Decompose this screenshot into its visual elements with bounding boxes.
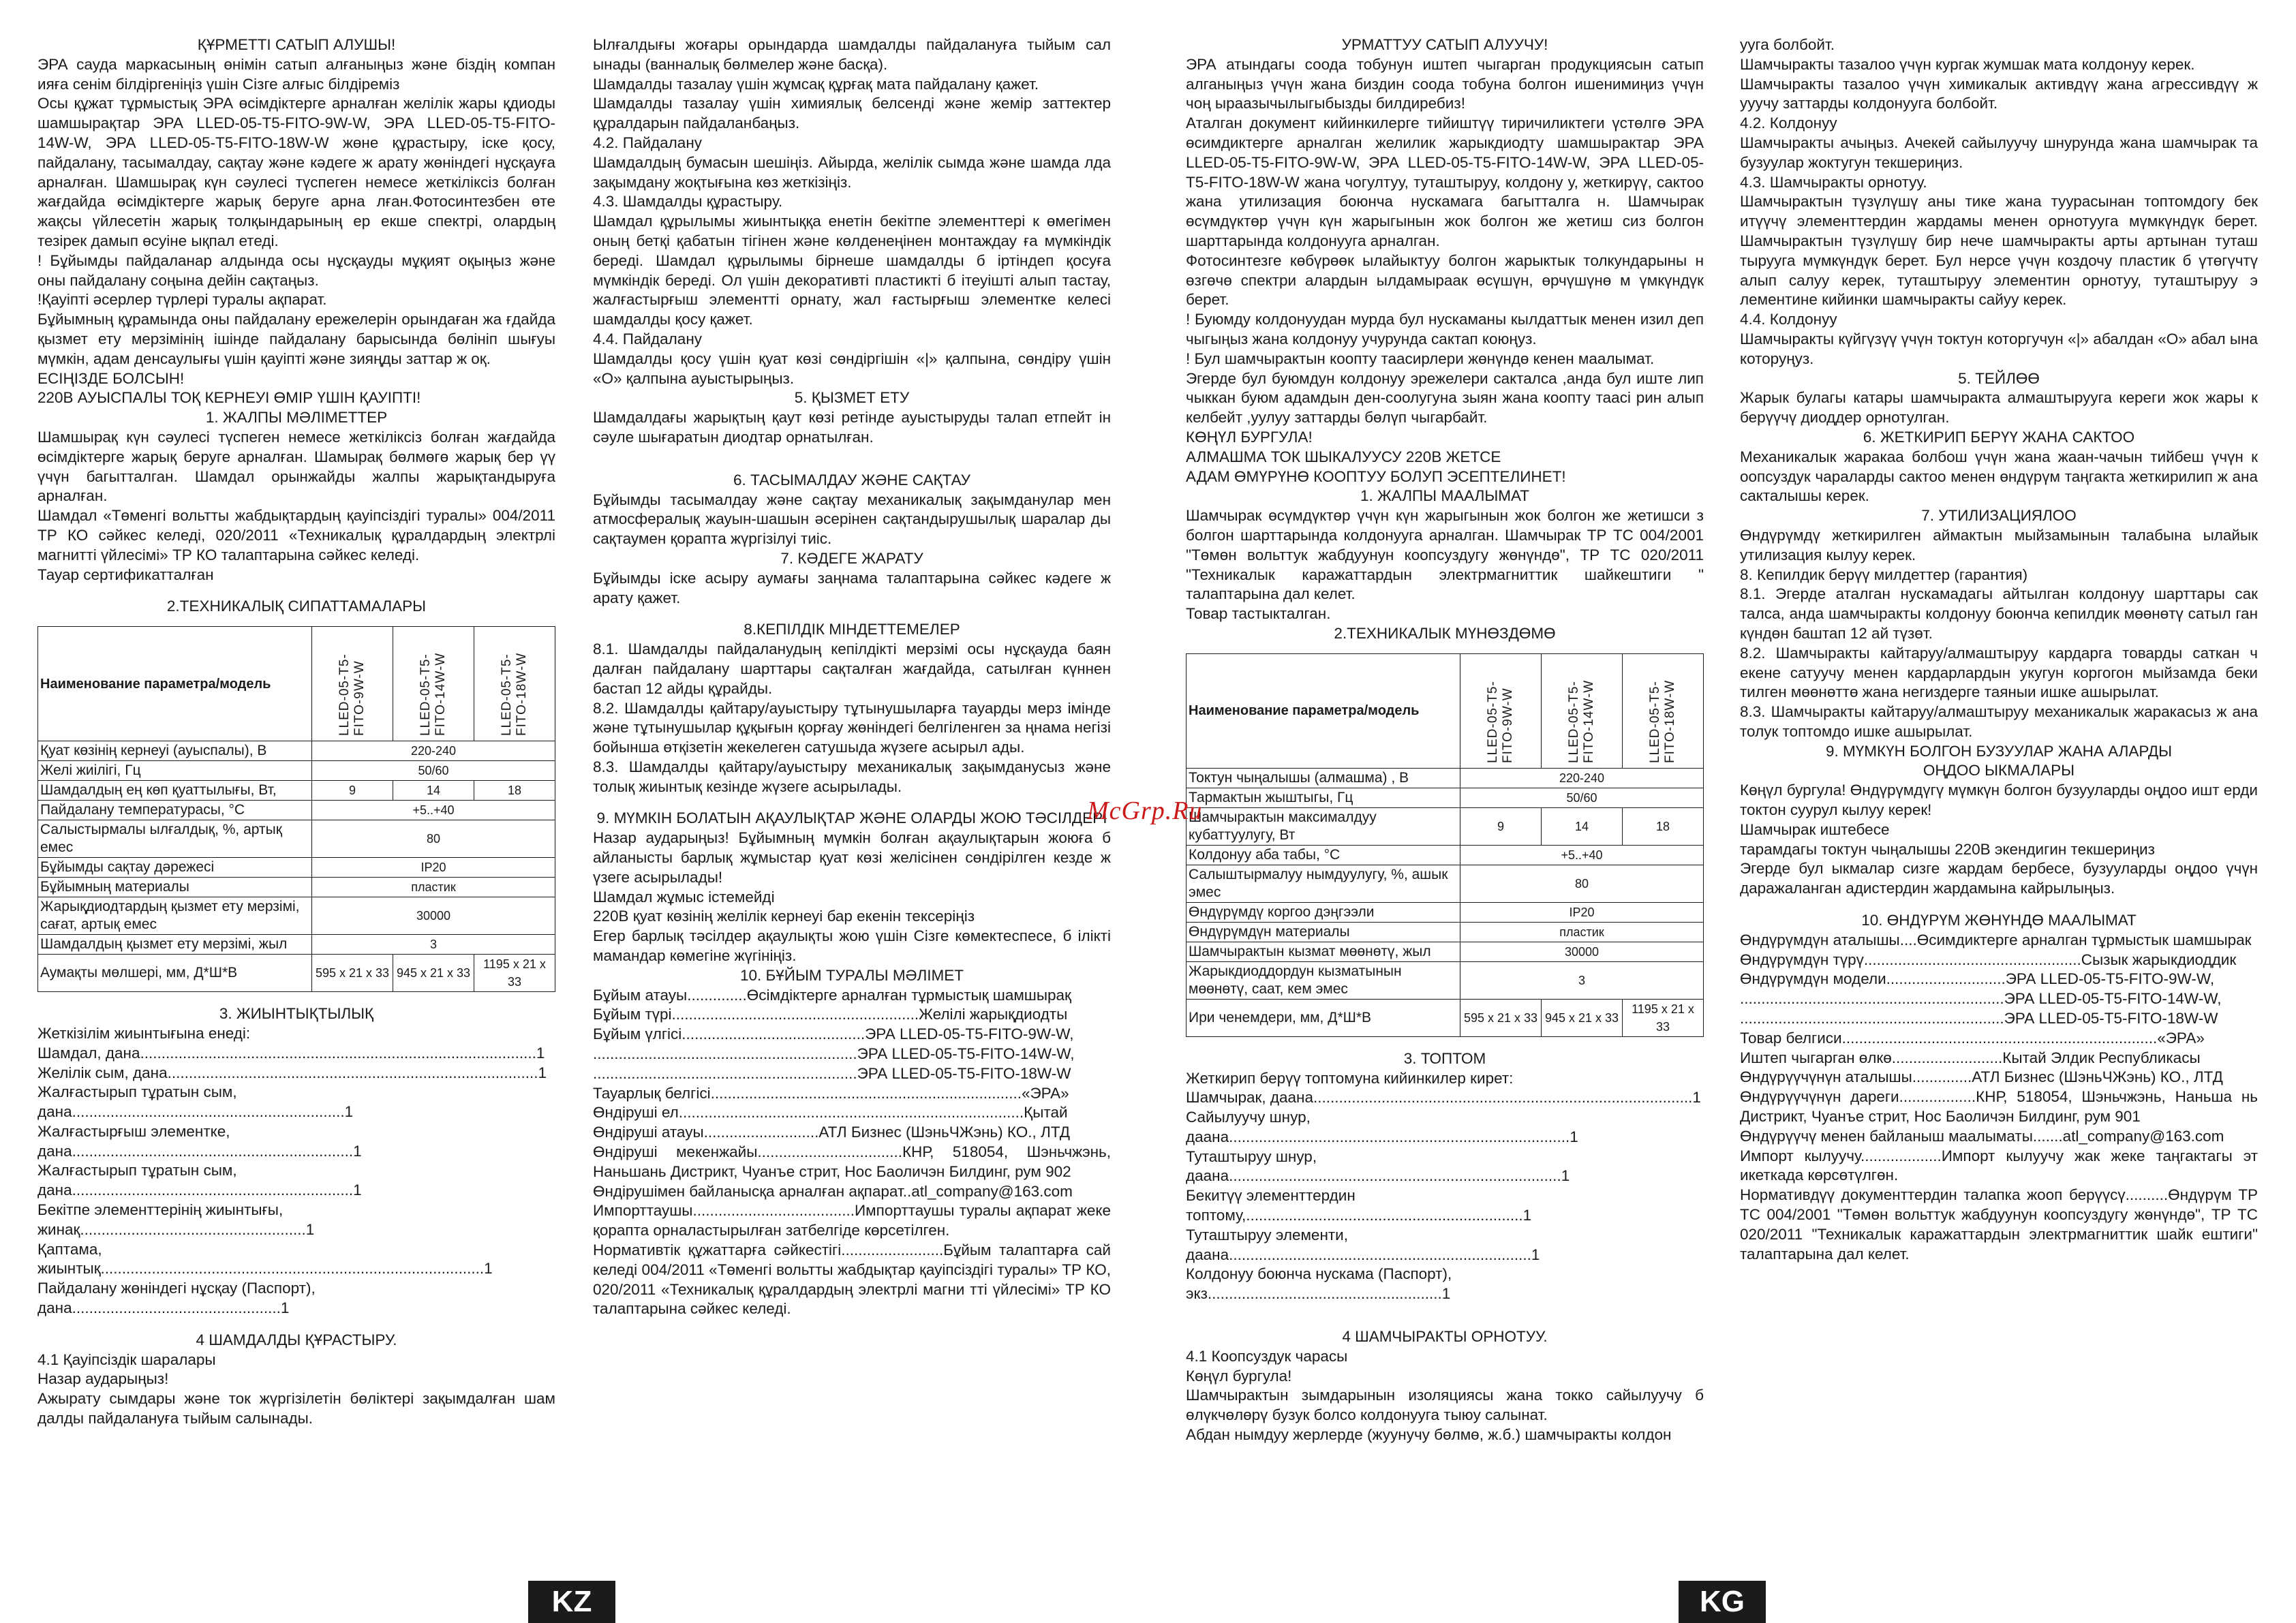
heading: 6. ЖЕТКИРИП БЕРҮҮ ЖАНА САКТОО <box>1863 428 2135 446</box>
paragraph: 8.2. Шамчыракты кайтаруу/алмаштыруу кардарга товарды саткан ч екене сатуучу менен кардарлардын укугун коргогон мыйзамда беки тилген мөөнөттө жана негиздерге таяныи ишке ашырылат. <box>1740 644 2258 701</box>
paragraph: !Қауіпті әсерлер түрлері туралы ақпарат. <box>37 291 327 309</box>
paragraph: Механикалык жаракаа болбош үчүн жана жаан-чачын тийбеш үчүн к оопсуздук чараларды сактоо менен өндүрүм таңгакта жеткирилип ж ана сакталышы керек. <box>1740 448 2258 505</box>
list-item: ..............................................................ЭРА LLED-05-T5-FITO-18W-W <box>1740 1010 2218 1027</box>
list-item: Нормативдүү документтердин талапка жооп берүүсү..........Өндүрүм ТР ТС 004/2001 "Төмөн вольттук жабдуунун коопсуздугу жөнүндө", ТР ТС 020/2011 "Техникалык каражаттардын электрмагниттик шайк ештиги" талаптарына дал келет. <box>1740 1186 2258 1263</box>
list-item: Өндүрүмдүн түрү...................................................Сызык жарыкдиоддик <box>1740 950 2237 968</box>
paragraph: Назар аударыңыз! Бұйымның мүмкін болған ақаулықтарын жоюға б айланысты барлық жұмыстар қуат көзі желісінен сөндірілген кезде ж үзеге асырылады! <box>593 829 1111 886</box>
heading: 2.ТЕХНИКАЛЫҚ СИПАТТАМАЛАРЫ <box>166 598 427 615</box>
list-item: Қаптама, жиынтық..........................................................................................1 <box>37 1240 493 1278</box>
paragraph: Жеткирип берүү топтомуна кийинкилер кирет: <box>1186 1069 1514 1087</box>
paragraph: Шамдалдағы жарықтың қаут көзі ретінде ауыстыруды талап етпейт ін сәуле шығаратын диодтар орнатылған. <box>593 409 1111 446</box>
paragraph: Шамчыракты тазалоо үчүн кургак жумшак мата колдонуу керек. <box>1740 55 2195 73</box>
paragraph: ! Бул шамчырактын коопту таасирлери жөнүндө кенен маалымат. <box>1186 350 1655 367</box>
list-item: Сайылуучу шнур, даана................................................................................1 <box>1186 1109 1578 1145</box>
paragraph: Шамчыракты күйгүзүү үчүн токтун которгучун «|» абалдан «О» абал ына которуңуз. <box>1740 330 2258 367</box>
list-item: Колдонуу боюнча нускама (Паспорт), экз.......................................................1 <box>1186 1265 1452 1303</box>
paragraph: Аталган документ кийинкилерге тийиштүү тиричиликтеги үстөлгө ЭРА өсимдиктерге арналган желилик жарыкдиодту шамшырактар ЭРА LLED-05-T5-FITO-9W-W, ЭРА LLED-05-T5-FITO-14W-W, ЭРА LLED-05-T5-FITO-18W-W жана чогултуу, туташтыруу, колдону у, жеткирүү, сактоо жана утилизация боюнча нускамага багытталга н. Шамчырак өсүмдүктөр үчүн күн жарыгынын жок болгон же жетиш сиз болгон шарттарында колдонууга арналган. <box>1186 114 1704 249</box>
paragraph: Көңүл бургула! Өндүрүмдүгү мүмкүн болгон бузууларды оңдоо ишт ерди токтон суурул кылуу керек! <box>1740 782 2258 819</box>
heading: 7. КӘДЕГЕ ЖАРАТУ <box>780 549 923 567</box>
language-tag-kg: KG <box>1679 1581 1766 1623</box>
paragraph: Шамдалды тазалау үшін химиялық белсенді және жемір заттектер құралдарын пайдаланбаңыз. <box>593 95 1111 132</box>
list-item: Өндүрүүчү менен байланыш маалыматы.......atl_company@163.com <box>1740 1127 2224 1145</box>
list-item: Жалғастырып тұратын сым, дана................................................................1 <box>37 1083 354 1121</box>
paragraph: 220В АУЫСПАЛЫ ТОҚ КЕРНЕУІ ӨМІР ҮШІН ҚАУІПТІ! <box>37 389 421 407</box>
table-row: Шамдалдың қызмет ету мерзімі, жыл 3 <box>38 935 555 955</box>
list-item: Импорт кылуучу...................Импорт кылуучу жак жеке таңгактагы эт икеткада көрсөтүлгөн. <box>1740 1147 2258 1184</box>
paragraph: 8.1. Шамдалды пайдаланудың кепілдікті мерзімі осы нұсқауда баян далған пайдалану шарттары сақталған жағдайда, сатылған күннен бастап 12 айды құрайды. <box>593 640 1111 697</box>
table-row: Пайдалану температурасы, °С +5..+40 <box>38 801 555 820</box>
paragraph: Жарык булагы катары шамчыракта алмаштырууга кереги жок жары к берүүчү диоддер орнотулган. <box>1740 389 2258 427</box>
paragraph: 4.1 Қауіпсіздік шаралары <box>37 1350 216 1368</box>
heading: 9. МҮМКІН БОЛАТЫН АҚАУЛЫҚТАР ЖӘНЕ ОЛАРДЫ ЖОЮ ТӘСІЛДЕРІ <box>596 809 1107 827</box>
paragraph: 4.2. Пайдалану <box>593 134 702 151</box>
paragraph: ЕСІҢІЗДЕ БОЛСЫН! <box>37 369 185 387</box>
list-item: Өндүрүмдүн модели............................ЭРА LLED-05-T5-FITO-9W-W, <box>1740 970 2215 988</box>
paragraph: 4.3. Шамчыракты орнотуу. <box>1740 173 1927 191</box>
list-item: Жалғастырғыш элементке, дана..................................................................1 <box>37 1122 362 1160</box>
list-item: Бұйым үлгісі...........................................ЭРА LLED-05-T5-FITO-9W-W, <box>593 1025 1074 1043</box>
list-item: Иштеп чыгарган өлкө..........................Кытай Элдик Республикасы <box>1740 1049 2201 1066</box>
heading: 6. ТАСЫМАЛДАУ ЖӘНЕ САҚТАУ <box>733 471 970 489</box>
language-tag-kz: KZ <box>528 1581 615 1623</box>
list-item: Бұйым түрі..........................................................Желілі жарықдиодты <box>593 1006 1068 1023</box>
paragraph: ЭРА атындагы соода тобунун иштеп чыгарган продукциясын сатып алганыңыз үчүн жана биздин соода тобуна болгон ишенимиңиз үчүн чоң ыраазычылыгыбызды билдиребиз! <box>1186 55 1704 112</box>
list-item: Шамчырак, даана.........................................................................................1 <box>1186 1089 1701 1107</box>
table-row: Шамдалдың ең көп қуаттылығы, Вт, 9 14 18 <box>38 781 555 801</box>
heading: 7. УТИЛИЗАЦИЯЛОО <box>1921 507 2077 525</box>
list-item: Желілік сым, дана.......................................................................................1 <box>37 1064 547 1081</box>
heading: 2.ТЕХНИКАЛЫК МҮНӨЗДӨМӨ <box>1334 624 1556 642</box>
paragraph: Шамшырақ күн сәулесі түспеген немесе жеткіліксіз болған жағдайда өсімдіктерге жарық беруге арналған. Шамырақ бөлмөгө жарық бер үү үчүн багытталган. Шамдал орынжайды жалпы жарықтандыруға арналған. <box>37 428 555 505</box>
list-item: Өндіруші атауы...........................АТЛ Бизнес (ШэньЧЖэнь) КО., ЛТД <box>593 1124 1071 1141</box>
paragraph: Шамдал жұмыс істемейді <box>593 888 775 906</box>
list-item: ..............................................................ЭРА LLED-05-T5-FITO-14W-W, <box>593 1045 1075 1063</box>
table-row: Тармактын жыштыгы, Гц 50/60 <box>1187 788 1704 807</box>
table-model: LLED-05-T5-FITO-18W-W <box>1623 653 1704 768</box>
paragraph: 8.3. Шамчыракты кайтаруу/алмаштыруу механикалык жаракасыз ж ана толук топтомдо ишке ашырылат. <box>1740 703 2258 740</box>
list-item: Өндүрүүчүнүн дареги..................КНР, 518054, Шэньчжэнь, Наньша нь Дистрикт, Чуанъе стрит, Нос Баоличэн Билдинг, рум 901 <box>1740 1088 2258 1126</box>
list-item: Өндүрүүчүнүн аталышы..............АТЛ Бизнес (ШэньЧЖэнь) КО., ЛТД <box>1740 1068 2223 1086</box>
list-item: Бекитүү элементтердин топтому,.................................................................1 <box>1186 1187 1532 1224</box>
heading: 10. БҰЙЫМ ТУРАЛЫ МӘЛІМЕТ <box>739 966 964 984</box>
paragraph: ! Буюмду колдонуудан мурда бул нускаманы кылдаттык менен изил деп чыгыңыз жана колдонуу учурунда сактап коюңуз. <box>1186 311 1704 347</box>
list-item: ..............................................................ЭРА LLED-05-T5-FITO-18W-W <box>593 1064 1071 1082</box>
paragraph: Жеткізілім жиынтығына енеді: <box>37 1024 251 1042</box>
table-row: Бұйымның материалы пластик <box>38 878 555 897</box>
paragraph: ууга болбойт. <box>1740 36 1835 53</box>
heading: 5. ҚЫЗМЕТ ЕТУ <box>794 389 910 407</box>
paragraph: 8.1. Эгерде аталган нускамадагы айтылган колдонуу шарттары сак талса, анда шамчыракты колдонуу боюнча кепилдик мөөнөтү сатыл ган күндөн баштап 12 ай түзөт. <box>1740 585 2258 642</box>
paragraph: Абдан нымдуу жерлерде (жуунучу бөлмө, ж.б.) шамчыракты колдон <box>1186 1426 1672 1444</box>
paragraph: Эгерде бул буюмдун колдонуу эрежелери сакталса ,анда бул иште лип чыккан буюм адамдын ден-соолугуна зыян жана коопту таасі рин алып келбейт ,уулуу заттарды бөлүп чыгарбайт. <box>1186 369 1704 427</box>
paragraph: Шамчырактын зымдарынын изоляциясы жана токко сайылуучу б өлүкчөлөрү бузук болсо колдонууга тыюу салынат. <box>1186 1387 1704 1424</box>
paragraph: КӨҢҮЛ БУРГУЛА! <box>1186 428 1313 446</box>
heading: УРМАТТУУ САТЫП АЛУУЧУ! <box>1341 36 1548 53</box>
paragraph: Егер барлық тәсілдер ақаулықты жою үшін Сізге көмектеспесе, б іліктi мамандар көмегіне жүгініңіз. <box>593 927 1111 965</box>
paragraph: Товар тастыкталган. <box>1186 605 1331 623</box>
list-item: ..............................................................ЭРА LLED-05-T5-FITO-14W-W, <box>1740 990 2222 1008</box>
paragraph: Шамчырактын түзүлүшү аны тике жана туурасынан топтомдогу бек итүүчү элементтердин жардамы менен орнотууга мүмкүндүк берет. Шамчырактын түзүлүшү бир нече шамчыракты арты артынан туташ тырууга мүмкүндүк берет. Бул нерсе үчүн коздочу пластик б үтөгүчтү алып салуу керек, туташтыруу элементин орнотуу, туташтыруу э лементине кийинки шамчыракты сайуу керек. <box>1740 193 2258 309</box>
paragraph: Өндүрүмдү жеткирилген аймактын мыйзамынын талабына ылайык утилизация кылуу керек. <box>1740 526 2258 563</box>
list-item: Өндірушімен байланысқа арналған ақпарат..atl_company@163.com <box>593 1182 1073 1200</box>
table-row: Шамчырактын кызмат мөөнөтү, жыл 30000 <box>1187 942 1704 961</box>
table-model: LLED-05-T5-FITO-14W-W <box>393 627 474 741</box>
column-kz-1 <box>37 35 555 1429</box>
paragraph: ! Бұйымды пайдаланар алдында осы нұсқауды мұқият оқыңыз және оны пайдалану соңына дейін сақтаңыз. <box>37 251 555 289</box>
list-item: Пайдалану жөніндегі нұсқау (Паспорт), дана.................................................1 <box>37 1280 316 1317</box>
table-row: Өндүрүмдү коргоо дэңгээли IP20 <box>1187 902 1704 922</box>
table-model: LLED-05-T5-FITO-9W-W <box>312 627 393 741</box>
paragraph: АЛМАШМА ТОК ШЫКАЛУУСУ 220В ЖЕТСЕ <box>1186 448 1501 465</box>
list-item: Өндіруші ел.................................................................................Қытай <box>593 1104 1068 1122</box>
heading: 4 ШАМЧЫРАКТЫ ОРНОТУУ. <box>1342 1328 1548 1346</box>
paragraph: Шамдал құрылымы жиынтыққа енетін бекітпе элементтері к өмегімен оның бетқі қабатын тігінен және көлденеңінен монтаждау ға мүмкіндік береді. Шамдал құрылымы бірнеше шамдалды б іртіндеп қосуға мүмкіндік береді. Ол үшін декоративті пластикті б ітеуішті алып тастау, жалғастырғыш элементті орнату, жал ғастырғыш элементке келесі шамдалды қосу қажет. <box>593 213 1111 328</box>
heading: 4 ШАМДАЛДЫ ҚҰРАСТЫРУ. <box>196 1331 397 1348</box>
table-row: Желі жиілігі, Гц 50/60 <box>38 761 555 781</box>
paragraph: 4.4. Колдонуу <box>1740 311 1837 328</box>
paragraph: Шамчырак өсүмдүктөр үчүн күн жарыгынын жок болгон же жетишси з болгон шарттарында колдонууга арналган. Шамчырак ТР ТС 004/2001 "Төмөн вольттук жабдуунун коопсуздугу жөнүндө", ТР ТС 020/2011 "Техникалык каражаттардын электрмагниттик шайкештиги " талаптарына дал келет. <box>1186 507 1704 603</box>
paragraph: Шамдалдың бумасын шешіңіз. Айырда, желілік сымда және шамда лда зақымдану жоқтығына көз жеткізіңіз. <box>593 153 1111 191</box>
paragraph: 4.1 Коопсуздук чарасы <box>1186 1347 1348 1365</box>
heading: 10. ӨНДҮРҮМ ЖӨНҮНДӨ МААЛЫМАТ <box>1861 912 2137 929</box>
heading: 1. ЖАЛПЫ МӘЛІМЕТТЕР <box>205 409 388 427</box>
spec-table <box>37 626 555 992</box>
paragraph: 220В қуат көзінің желілік кернеуі бар екенін тексеріңіз <box>593 908 975 925</box>
list-item: Бекітпе элементтерінің жиынтығы, жинақ.....................................................1 <box>37 1201 315 1238</box>
list-item: Туташтыруу элементи, даана.......................................................................1 <box>1186 1226 1540 1263</box>
paragraph: Ылғалдығы жоғары орындарда шамдалды пайдалануға тыйым сал ынады (ванналық бөлмелер және басқа). <box>593 36 1111 73</box>
list-item: Импорттаушы......................................Импорттаушы туралы ақпарат жеке қорапта орналастырылған затбелгіде көрсетілген. <box>593 1202 1111 1239</box>
paragraph: 8.2. Шамдалды қайтару/ауыстыру тұтынушыларға тауарды мерз імінде және тұтынушылар құқығын қорғау жөніндегі белгіленген за ңнама негізі бойынша өтқізетін жекелеген сатушыда жүзеге асырыл ады. <box>593 699 1111 756</box>
column-kg-2 <box>1740 35 2258 1264</box>
list-item: Жалғастырып тұратын сым, дана..................................................................1 <box>37 1162 362 1199</box>
watermark: McGrp.Ru <box>1087 797 1203 825</box>
list-item: Нормативтік құжаттарға сәйкестігі........................Бұйым талаптарға сай келеді 004/2011 «Төменгі вольтты жабдықтар қауіпсіздігі туралы» ТР КО, 020/2011 «Техникалық құралдардың электрлі магни тті үйлесімі» ТР КО талаптарына сәйкес келеді. <box>593 1241 1111 1318</box>
table-row: Қуат көзінің кернеуі (ауыспалы), В 220-240 <box>38 741 555 761</box>
list-item: Товар белгиси..........................................................................«ЭРА» <box>1740 1029 2205 1047</box>
paragraph: Шамчыракты ачыңыз. Ачекей сайылуучу шнурунда жана шамчырак та бузуулар жоктугун текшериңиз. <box>1740 134 2258 171</box>
column-kg-1 <box>1186 35 1704 1445</box>
table-row: Бұйымды сақтау дәрежесі IP20 <box>38 858 555 878</box>
paragraph: 4.2. Колдонуу <box>1740 114 1837 132</box>
table-row: Шамчырактын максималдуу кубаттуулугу, Вт 9 14 18 <box>1187 807 1704 845</box>
table-model: LLED-05-T5-FITO-9W-W <box>1460 653 1542 768</box>
heading: 9. МҮМКҮН БОЛГОН БУЗУУЛАР ЖАНА АЛАРДЫ <box>1825 742 2173 760</box>
heading: 8.КЕПІЛДІК МІНДЕТТЕМЕЛЕР <box>744 621 960 638</box>
paragraph: Шамдалды қосу үшін қуат көзі сөндіргішін «|» қалпына, сөндіру үшін «О» қалпына ауыстырыңыз. <box>593 350 1111 387</box>
paragraph: 4.3. Шамдалды құрастыру. <box>593 193 783 211</box>
paragraph: Көңүл бургула! <box>1186 1367 1292 1385</box>
paragraph: Эгерде бул ыкмалар сизге жардам бербесе, бузууларды оңдоо үчүн даражаланган адистердин жардамына кайрылыңыз. <box>1740 860 2258 897</box>
paragraph: Шамдал «Төменгі вольтты жабдықтардың қауіпсіздігі туралы» 004/2011 ТР КО сәйкес келеді, 020/2011 «Техникалық құралдардың электрлі магнитті үйлесімі» ТР КО талаптарына сәйкес келеді. <box>37 507 555 563</box>
table-row: Жарықдиодтардың қызмет ету мерзімі, сағат, артық емес 30000 <box>38 897 555 935</box>
list-item: Шамдал, дана.............................................................................................1 <box>37 1044 545 1062</box>
table-row: Колдонуу аба табы, °С +5..+40 <box>1187 845 1704 865</box>
heading: 1. ЖАЛПЫ МААЛЫМАТ <box>1360 487 1530 505</box>
heading: ҚҰРМЕТТІ САТЫП АЛУШЫ! <box>197 36 396 53</box>
heading: 3. ЖИЫНТЫҚТЫЛЫҚ <box>219 1005 374 1023</box>
list-item: Өндіруші мекенжайы..................................КНР, 518054, Шэньчжэнь, Наньшань Дистрикт, Чуанъе стрит, Нос Баоличэн Билдинг, рум 902 <box>593 1143 1111 1180</box>
table-row: Жарыкдиоддордун кызматынын мөөнөтү, саат, кем эмес 3 <box>1187 961 1704 999</box>
paragraph: 4.4. Пайдалану <box>593 330 702 347</box>
list-item: Туташтыруу шнур, даана..............................................................................1 <box>1186 1147 1570 1185</box>
heading: 5. ТЕЙЛӨӨ <box>1958 369 2040 387</box>
paragraph: 8.3. Шамдалды қайтару/ауыстыру механикалық зақымданусыз және толық жиынтық кезінде жүзеге асырылады. <box>593 758 1111 795</box>
heading: ОҢДОО ЫКМАЛАРЫ <box>1923 762 2075 779</box>
table-header: Наименование параметра/модель <box>1187 653 1460 768</box>
table-row: Аумақты мөлшері, мм, Д*Ш*В 595 х 21 х 33 945 х 21 х 33 1195 х 21 х 33 <box>38 955 555 992</box>
paragraph: Фотосинтезге көбүрөөк ылайыктуу болгон жарыктык толкундарыны н өзгөчө спектри алардын ылдамыраак өсүшүн, өрчүшүнө м үмкүндүк берет. <box>1186 251 1704 309</box>
spec-table <box>1186 653 1704 1037</box>
paragraph: Тауар сертификатталған <box>37 566 214 583</box>
paragraph: тарамдагы токтун чыңалышы 220В экендигин текшериңиз <box>1740 840 2155 858</box>
paragraph: Бұйымды іске асыру аумағы заңнама талаптарына сәйкес кәдеге ж арату қажет. <box>593 569 1111 606</box>
paragraph: АДАМ ӨМҮРҮНӨ КООПТУУ БОЛУП ЭСЕПТЕЛИНЕТ! <box>1186 467 1566 485</box>
paragraph: ЭРА сауда маркасының өнімін сатып алғаныңыз және біздің компан ияға сенім білдіргеніңіз үшін Сізге алғыс білдіреміз <box>37 55 555 93</box>
paragraph: Шамчыракты тазалоо үчүн химикалык активдүү жана агрессивдүү ж ууучу заттарды колдонууга болбойт. <box>1740 75 2258 112</box>
table-row: Токтун чыңалышы (алмашма) , В 220-240 <box>1187 768 1704 788</box>
table-row: Ири ченемдери, мм, Д*Ш*В 595 х 21 х 33 945 х 21 х 33 1195 х 21 х 33 <box>1187 999 1704 1036</box>
table-row: Салыштырмалуу нымдуулугу, %, ашык эмес 80 <box>1187 865 1704 902</box>
paragraph: Бұйымның құрамында оны пайдалану ережелерін орындаған жа ғдайда қызмет ету мерзімінің ішінде пайдалану барысында бөлініп шығуы мүмкін, адам денсаулығы үшін қауіпті және зияңды заттар ж оқ. <box>37 311 555 367</box>
table-row: Өндүрүмдүн материалы пластик <box>1187 922 1704 942</box>
list-item: Өндүрүмдүн аталышы....Өсимдиктерге арналган тұрмыстык шамшырак <box>1740 931 2252 948</box>
table-row: Салыстырмалы ылғалдық, %, артық емес 80 <box>38 820 555 858</box>
list-item: Тауарлық белгісі.........................................................................«ЭРА» <box>593 1084 1069 1102</box>
table-model: LLED-05-T5-FITO-18W-W <box>474 627 555 741</box>
paragraph: Назар аударыңыз! <box>37 1370 169 1388</box>
paragraph: 8. Кепилдик берүү милдеттер (гарантия) <box>1740 566 2028 583</box>
table-header: Наименование параметра/модель <box>38 627 312 741</box>
paragraph: Шамчырак иштебесе <box>1740 820 1890 838</box>
paragraph: Осы құжат тұрмыстық ЭРА өсімдіктерге арналған желілік жары қдиоды шамшырақтар ЭРА LLED-05-T5-FITO-9W-W, ЭРА LLED-05-T5-FITO-14W-W, ЭРА LLED-05-T5-FITO-18W-W жөне құрастыру, іске қосу, пайдалану, тасымалдау, сақтау және кәдеге ж арату жөніндегі нұсқауға арналған. Шамшырақ күн сәулесі түспеген немесе жеткіліксіз болған жағдайда өсімдіктерге жарық беруге арна лған.Фотосинтезбен өте жақсы үйлесетін жарық толқындарының ер екше спектрі, олардың тезірек дамып өсуіне ықпал етеді. <box>37 95 555 249</box>
column-kz-2 <box>593 35 1111 1319</box>
paragraph: Бұйымды тасымалдау және сақтау механикалық зақымданулар мен атмосфералық жауын-шашын әсерінен сақтандырушылық шаралар ды сақтаумен қорапта жүргізілуі тиіс. <box>593 491 1111 548</box>
paragraph: Ажырату сымдары және ток жүргізілетін бөліктері зақымдалған шам далды пайдалануға тыйым салынады. <box>37 1390 555 1427</box>
table-model: LLED-05-T5-FITO-14W-W <box>1542 653 1623 768</box>
list-item: Бұйым атауы..............Өсімдіктерге арналған тұрмыстық шамшырақ <box>593 986 1071 1004</box>
paragraph: Шамдалды тазалау үшін жұмсақ құрғақ мата пайдалану қажет. <box>593 75 1039 93</box>
heading: 3. ТОПТОМ <box>1403 1049 1486 1067</box>
